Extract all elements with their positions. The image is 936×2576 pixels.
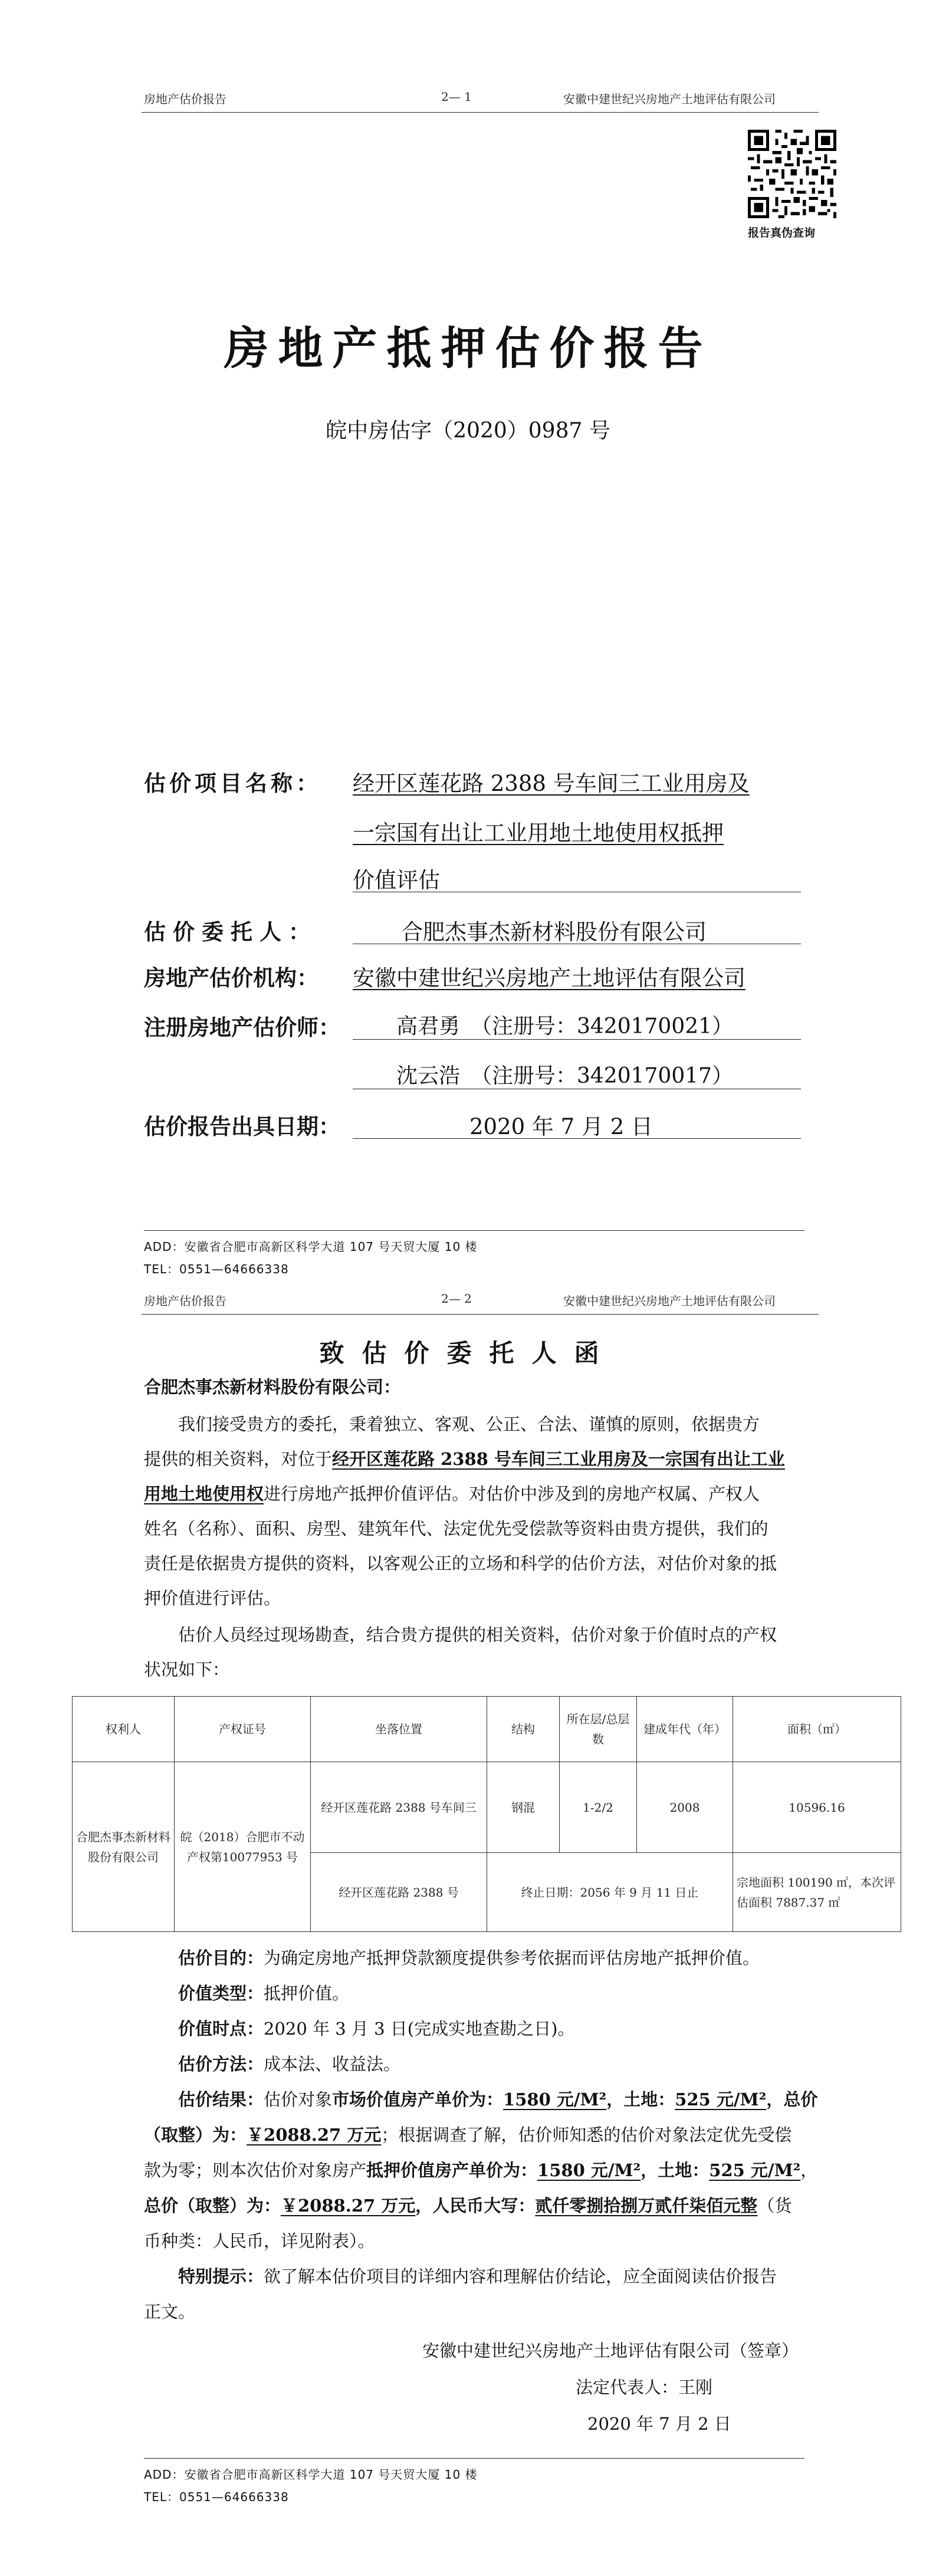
appraiser-2: 沈云浩 （注册号：3420170017） [396, 1064, 734, 1088]
result-label: 估价结果： [178, 2089, 264, 2110]
result-line-1 [178, 2082, 817, 2117]
mortgage-total-value: ￥2088.27 万元 [281, 2196, 416, 2216]
th-location: 坐落位置 [311, 1697, 487, 1762]
result-l3-a: 款为零；则本次估价对象房产 [144, 2160, 367, 2180]
result-l3-d: ，土地： [641, 2160, 710, 2180]
signature-representative: 法定代表人：王刚 [576, 2377, 713, 2397]
page1-footer-address: ADD：安徽省合肥市高新区科学大道 107 号天贸大厦 10 楼 [144, 1240, 478, 1254]
agency-value: 安徽中建世纪兴房地产土地评估有限公司 [353, 965, 745, 991]
page2-header-left: 房地产估价报告 [144, 1294, 226, 1308]
appraisal-object: 经开区莲花路 2388 号车间三工业用房及一宗国有出让工业 [332, 1449, 785, 1469]
th-area: 面积（㎡） [733, 1697, 901, 1762]
result-line-3 [144, 2153, 817, 2188]
page2-footer-address: ADD：安徽省合肥市高新区科学大道 107 号天贸大厦 10 楼 [144, 2467, 478, 2482]
purpose-line [178, 1940, 760, 1976]
cell-year: 2008 [637, 1762, 733, 1853]
page1-header-left: 房地产估价报告 [144, 92, 226, 106]
letter-title: 致估价委托人函 [319, 1339, 617, 1368]
cell-structure: 钢混 [487, 1762, 560, 1853]
result-l2-c: ；根据调查了解，估价师知悉的估价对象法定优先受偿 [381, 2125, 792, 2145]
result-l4-c: ，人民币大写： [415, 2196, 536, 2216]
th-structure: 结构 [487, 1697, 560, 1762]
para1-line-3 [144, 1476, 760, 1512]
para1-line-1: 我们接受贵方的委托，秉着独立、客观、公正、合法、谨慎的原则，依据贵方 [178, 1414, 760, 1434]
signature-date: 2020 年 7 月 2 日 [587, 2414, 731, 2434]
mortgage-total-in-words: 贰仟零捌拾捌万贰仟柒佰元整 [535, 2196, 758, 2216]
qr-code-icon [748, 130, 836, 218]
cell-building-area: 10596.16 [733, 1762, 901, 1853]
purpose-value: 为确定房地产抵押贷款额度提供参考依据而评估房地产抵押价值。 [264, 1948, 760, 1968]
result-l1-d: ，土地： [606, 2089, 675, 2110]
page1-header-rule [142, 112, 819, 113]
project-name-label: 估价项目名称： [144, 770, 321, 796]
result-line-5: 币种类：人民币，详见附表）。 [144, 2231, 375, 2251]
client-label: 估价委托人： [144, 919, 317, 945]
report-number: 皖中房估字（2020）0987 号 [326, 419, 610, 443]
para1-line-4: 姓名（名称）、面积、房型、建筑年代、法定优先受偿款等资料由贵方提供，我们的 [144, 1519, 768, 1539]
mortgage-land-unit-price: 525 元/M² [709, 2160, 801, 2180]
page2-header-right: 安徽中建世纪兴房地产土地评估有限公司 [563, 1294, 776, 1308]
cell-cert: 皖（2018）合肥市不动产权第10077953 号 [175, 1762, 311, 1932]
value-type-value: 抵押价值。 [264, 1983, 350, 2003]
market-building-unit-price: 1580 元/M² [503, 2089, 607, 2110]
client-value: 合肥杰事杰新材料股份有限公司 [401, 919, 707, 945]
value-type-line [178, 1976, 349, 2011]
para2-line-1: 估价人员经过现场勘查，结合贵方提供的相关资料，估价对象于价值时点的产权 [178, 1625, 777, 1645]
result-l1-a: 估价对象 [264, 2089, 333, 2110]
value-time-line [178, 2011, 574, 2046]
project-name-line-1: 经开区莲花路 2388 号车间三工业用房及 [353, 771, 750, 796]
issue-date-value: 2020 年 7 月 2 日 [469, 1114, 653, 1139]
agency-label: 房地产估价机构： [144, 965, 318, 991]
market-unit-price-label: 市场价值房产单价为： [332, 2089, 504, 2110]
cell-owner: 合肥杰事杰新材料股份有限公司 [73, 1762, 175, 1932]
tip-label: 特别提示： [178, 2266, 264, 2286]
market-land-unit-price: 525 元/M² [675, 2089, 767, 2110]
page1-footer-rule [144, 1230, 804, 1231]
result-l4-e: （货 [757, 2196, 792, 2216]
tip-line-1 [178, 2259, 777, 2294]
market-total-value: ￥2088.27 万元 [247, 2125, 382, 2145]
cell-location-land: 经开区莲花路 2388 号 [311, 1853, 487, 1932]
page2-header-rule [142, 1314, 819, 1315]
value-time-value: 2020 年 3 月 3 日(完成实地查勘之日)。 [264, 2019, 575, 2039]
tip-value: 欲了解本估价项目的详细内容和理解估价结论，应全面阅读估价报告 [264, 2266, 777, 2286]
signature-company: 安徽中建世纪兴房地产土地评估有限公司（签章） [422, 2341, 799, 2361]
cell-land-term: 终止日期：2056 年 9 月 11 日止 [487, 1853, 733, 1932]
page1-header-right: 安徽中建世纪兴房地产土地评估有限公司 [563, 92, 776, 106]
project-name-line-2: 一宗国有出让工业用地土地使用权抵押 [353, 820, 724, 846]
method-label: 估价方法： [178, 2054, 264, 2074]
th-floors: 所在层/总层数 [560, 1697, 637, 1762]
result-l1-f: ，总价 [766, 2089, 818, 2110]
report-title: 房地产抵押估价报告 [224, 322, 712, 374]
th-year: 建成年代（年） [637, 1697, 733, 1762]
tip-line-2: 正文。 [144, 2302, 196, 2322]
appraisal-object-cont: 用地土地使用权 [144, 1484, 264, 1504]
appraiser-1-underline [353, 1039, 801, 1040]
page1-footer-tel: TEL：0551—64666338 [144, 1262, 289, 1276]
page1-header-page-number: 2— 1 [441, 90, 472, 104]
cell-location-building: 经开区莲花路 2388 号车间三 [311, 1762, 487, 1853]
result-l2-a: （取整）为： [144, 2125, 247, 2145]
para1-line-6: 押价值进行评估。 [144, 1588, 281, 1608]
para1-line-3-text: 进行房地产抵押价值评估。对估价中涉及到的房地产权属、产权人 [264, 1484, 760, 1504]
addressee: 合肥杰事杰新材料股份有限公司： [144, 1377, 401, 1397]
appraiser-label: 注册房地产估价师： [144, 1014, 340, 1040]
method-line [178, 2046, 400, 2082]
method-value: 成本法、收益法。 [264, 2054, 401, 2074]
result-l4-a: 总价（取整）为： [144, 2196, 281, 2216]
th-cert: 产权证号 [175, 1697, 311, 1762]
mortgage-building-unit-price: 1580 元/M² [537, 2160, 641, 2180]
issue-date-label: 估价报告出具日期： [144, 1113, 340, 1139]
value-time-label: 价值时点： [178, 2019, 264, 2039]
para1-line-5: 责任是依据贵方提供的资料，以客观公正的立场和科学的估价方法，对估价对象的抵 [144, 1553, 777, 1573]
property-table [72, 1696, 901, 1932]
result-l3-f: ， [800, 2160, 818, 2180]
th-owner: 权利人 [73, 1697, 175, 1762]
para1-line-2-text: 提供的相关资料，对位于 [144, 1449, 333, 1469]
page2-header-page-number: 2— 2 [441, 1292, 472, 1306]
result-line-4 [144, 2188, 792, 2223]
result-line-2 [144, 2117, 792, 2153]
page2-footer-tel: TEL：0551—64666338 [144, 2490, 289, 2504]
cell-land-area: 宗地面积 100190 ㎡，本次评估面积 7887.37 ㎡ [733, 1853, 901, 1932]
qr-caption: 报告真伪查询 [748, 226, 816, 239]
para2-line-2: 状况如下： [144, 1660, 230, 1680]
para1-line-2 [144, 1441, 785, 1477]
project-name-line-3: 价值评估 [353, 868, 440, 893]
value-type-label: 价值类型： [178, 1983, 264, 2003]
appraiser-1: 高君勇 （注册号：3420170021） [396, 1014, 734, 1039]
mortgage-unit-price-label: 抵押价值房产单价为： [366, 2160, 538, 2180]
cell-floors: 1-2/2 [560, 1762, 637, 1853]
issue-date-underline [353, 1138, 801, 1139]
page2-footer-rule [144, 2458, 804, 2459]
purpose-label: 估价目的： [178, 1948, 264, 1968]
